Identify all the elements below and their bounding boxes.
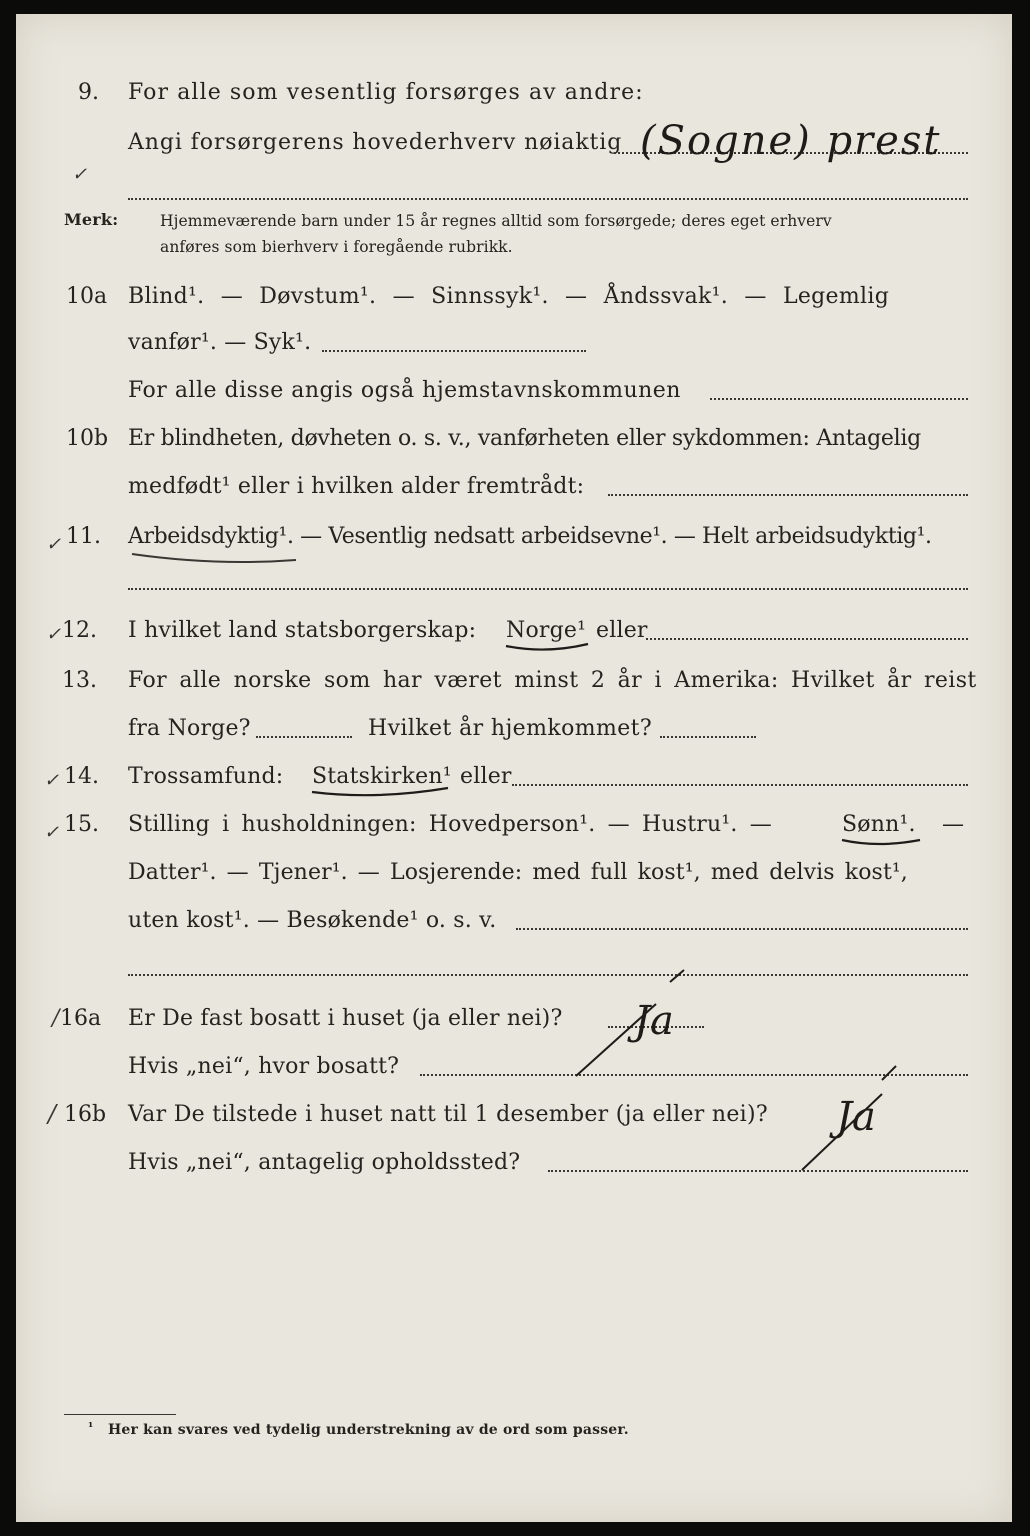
- q9-line2: Angi forsørgerens hovederhverv nøiaktig: [128, 130, 623, 155]
- q9-handwritten-answer: (Sogne) prest: [640, 118, 942, 164]
- q10b-line2: medfødt¹ eller i hvilken alder fremtrådt:: [128, 474, 585, 499]
- merk-line2: anføres som bierhverv i foregående rubrikk.: [160, 238, 513, 256]
- q16b-line1: Var De tilstede i huset natt til 1 desember (ja eller nei)?: [128, 1102, 768, 1127]
- q13-line2a: fra Norge?: [128, 716, 251, 741]
- check-mark-icon: /: [48, 1100, 57, 1128]
- q16a-line2: Hvis „nei“, hvor bosatt?: [128, 1054, 400, 1079]
- q15-number: 15.: [64, 812, 99, 837]
- footnote-text: Her kan svares ved tydelig understrekning av de ord som passer.: [108, 1422, 629, 1438]
- census-form-page: [16, 14, 1012, 1522]
- q14-text: Trossamfund:: [128, 764, 284, 789]
- q13-line2b: Hvilket år hjemkommet?: [368, 716, 653, 741]
- q10b-number: 10b: [66, 426, 109, 451]
- q15-line3: uten kost¹. — Besøkende¹ o. s. v.: [128, 908, 497, 933]
- q14-statskirken: Statskirken¹: [312, 764, 452, 789]
- q12-eller: eller: [596, 618, 648, 643]
- check-mark-icon: ✓: [44, 822, 60, 843]
- q13-line1: For alle norske som har været minst 2 år i Amerika: Hvilket år reist: [128, 668, 977, 693]
- q10b-line1: Er blindheten, døvheten o. s. v., vanførheten eller sykdommen: Antagelig: [128, 426, 921, 451]
- q15-dash: —: [942, 812, 965, 837]
- q16b-line2: Hvis „nei“, antagelig opholdssted?: [128, 1150, 521, 1175]
- check-mark-icon: ✓: [44, 770, 60, 791]
- q12-number: 12.: [62, 618, 97, 643]
- q14-number: 14.: [64, 764, 99, 789]
- q12-text: I hvilket land statsborgerskap:: [128, 618, 477, 643]
- q15-line2: Datter¹. — Tjener¹. — Losjerende: med full kost¹, med delvis kost¹,: [128, 860, 908, 885]
- q11-number: 11.: [66, 524, 101, 549]
- check-mark-icon: ✓: [46, 624, 62, 645]
- q15-line1a: Stilling i husholdningen: Hovedperson¹. — Hustru¹. —: [128, 812, 773, 837]
- q10a-line3: For alle disse angis også hjemstavnskommunen: [128, 378, 681, 403]
- q16b-number: 16b: [64, 1102, 107, 1127]
- q14-eller: eller: [460, 764, 512, 789]
- q10a-number: 10a: [66, 284, 108, 309]
- merk-label: Merk:: [64, 210, 119, 229]
- q10a-line1: Blind¹. — Døvstum¹. — Sinnssyk¹. — Åndssvak¹. — Legemlig: [128, 284, 890, 309]
- check-mark-icon: ✓: [72, 164, 88, 185]
- footnote-divider: [64, 1414, 176, 1415]
- merk-line1: Hjemmeværende barn under 15 år regnes alltid som forsørgede; deres eget erhverv: [160, 212, 832, 230]
- q13-number: 13.: [62, 668, 97, 693]
- q16a-handwritten-answer: Ja: [634, 998, 674, 1044]
- q10a-line2: vanfør¹. — Syk¹.: [128, 330, 312, 355]
- q16a-number: 16a: [60, 1006, 102, 1031]
- q15-sonn: Sønn¹.: [842, 812, 916, 837]
- footnote-mark: ¹: [88, 1420, 94, 1434]
- q9-line1: For alle som vesentlig forsørges av andre:: [128, 80, 644, 105]
- q11-line1: Arbeidsdyktig¹. — Vesentlig nedsatt arbeidsevne¹. — Helt arbeidsudyktig¹.: [128, 524, 932, 549]
- check-mark-icon: ✓: [46, 534, 62, 555]
- check-mark-icon: /: [52, 1006, 60, 1031]
- q9-number: 9.: [78, 80, 99, 105]
- q16b-handwritten-answer: Ja: [836, 1094, 876, 1140]
- q16a-line1: Er De fast bosatt i huset (ja eller nei)?: [128, 1006, 563, 1031]
- handwritten-strokes: [16, 14, 1012, 1522]
- q12-norge: Norge¹: [506, 618, 587, 643]
